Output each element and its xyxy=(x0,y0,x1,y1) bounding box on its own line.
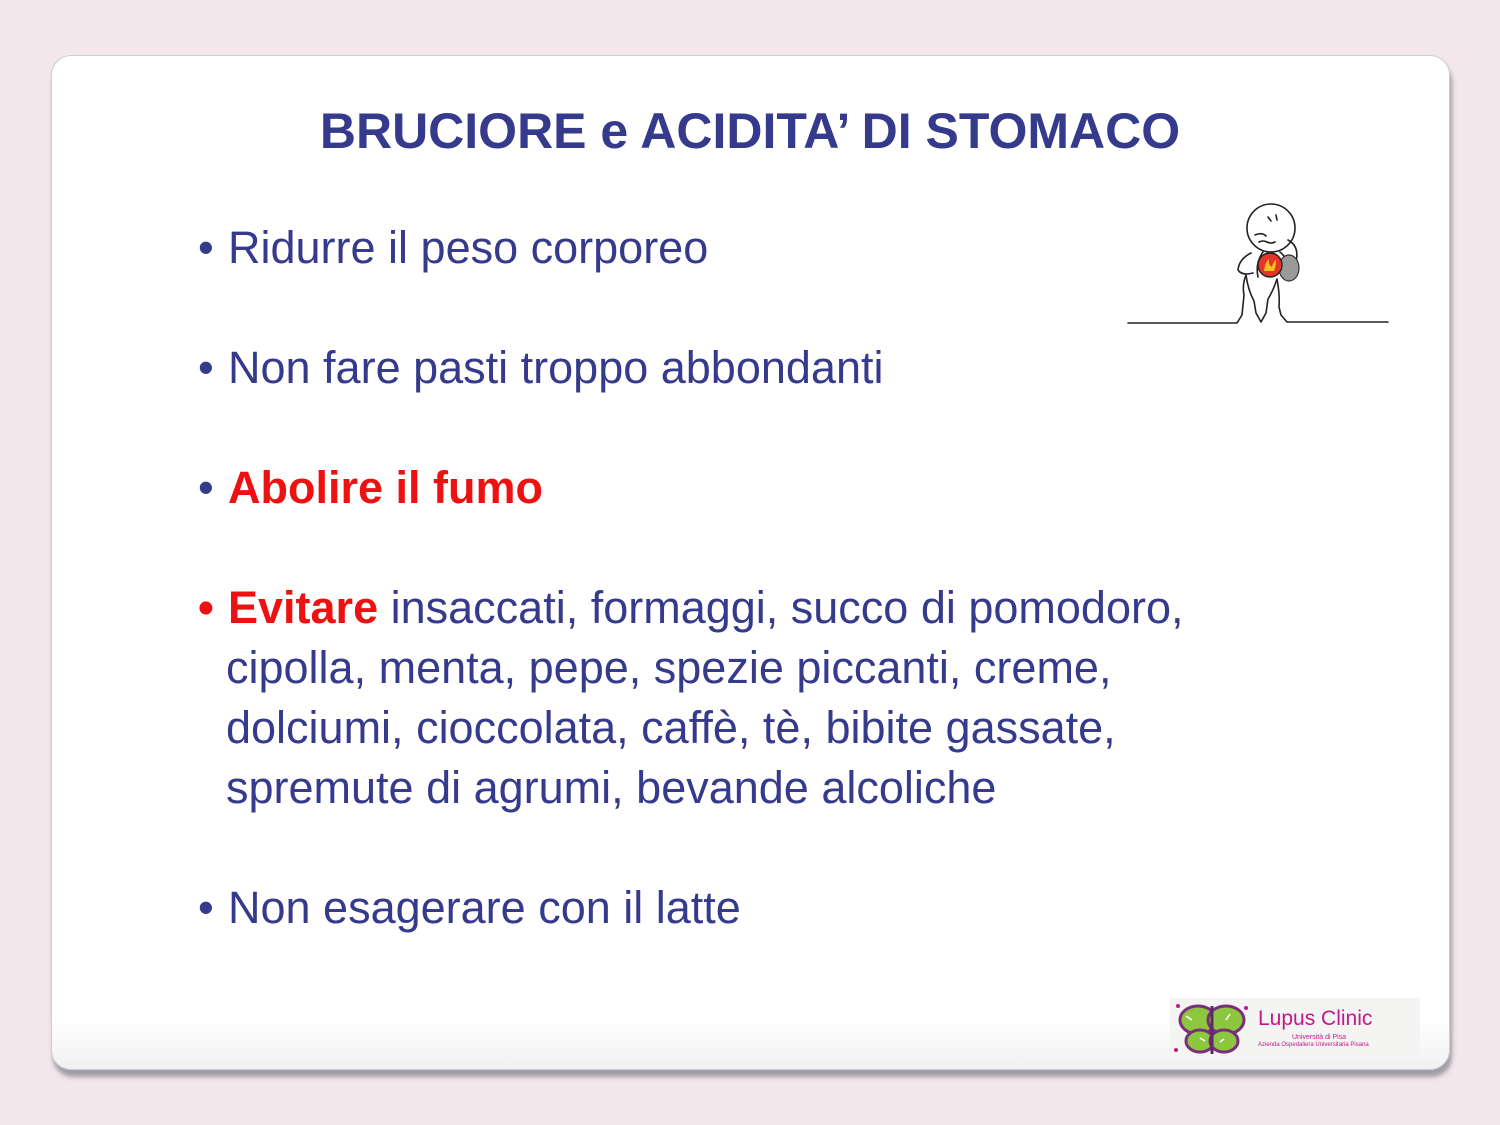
slide-title: BRUCIORE e ACIDITA’ DI STOMACO xyxy=(319,103,1181,159)
bullet-item xyxy=(198,338,1318,398)
bullet-item xyxy=(198,878,1318,938)
bullet-highlight-text: Evitare xyxy=(228,582,379,633)
bullet-text: Non esagerare con il latte xyxy=(228,882,741,933)
bullet-continuation-line: cipolla, menta, pepe, spezie piccanti, creme, xyxy=(226,642,1112,693)
heartburn-figure-icon xyxy=(1125,195,1390,330)
bullet-continuation-line: spremute di agrumi, bevande alcoliche xyxy=(226,762,997,813)
bullet-marker: • xyxy=(198,222,214,273)
bullet-marker: • xyxy=(198,462,214,513)
bullet-highlight-text: Abolire il fumo xyxy=(228,462,543,513)
bullet-marker: • xyxy=(198,582,214,633)
bullet-marker: • xyxy=(198,342,214,393)
bullet-text: Ridurre il peso corporeo xyxy=(228,222,709,273)
bullet-text: Non fare pasti troppo abbondanti xyxy=(228,342,884,393)
logo-name: Lupus Clinic xyxy=(1258,1007,1373,1030)
bullet-continuation-line: dolciumi, cioccolata, caffè, tè, bibite gassate, xyxy=(226,702,1116,753)
bullet-text: insaccati, formaggi, succo di pomodoro, xyxy=(378,582,1184,633)
logo-hospital: Azienda Ospedaliera Universitaria Pisana xyxy=(1258,1042,1369,1048)
bullet-marker: • xyxy=(198,882,214,933)
bullet-item xyxy=(198,458,1318,518)
logo-university: Università di Pisa xyxy=(1292,1034,1347,1041)
bullet-item xyxy=(198,578,1318,818)
